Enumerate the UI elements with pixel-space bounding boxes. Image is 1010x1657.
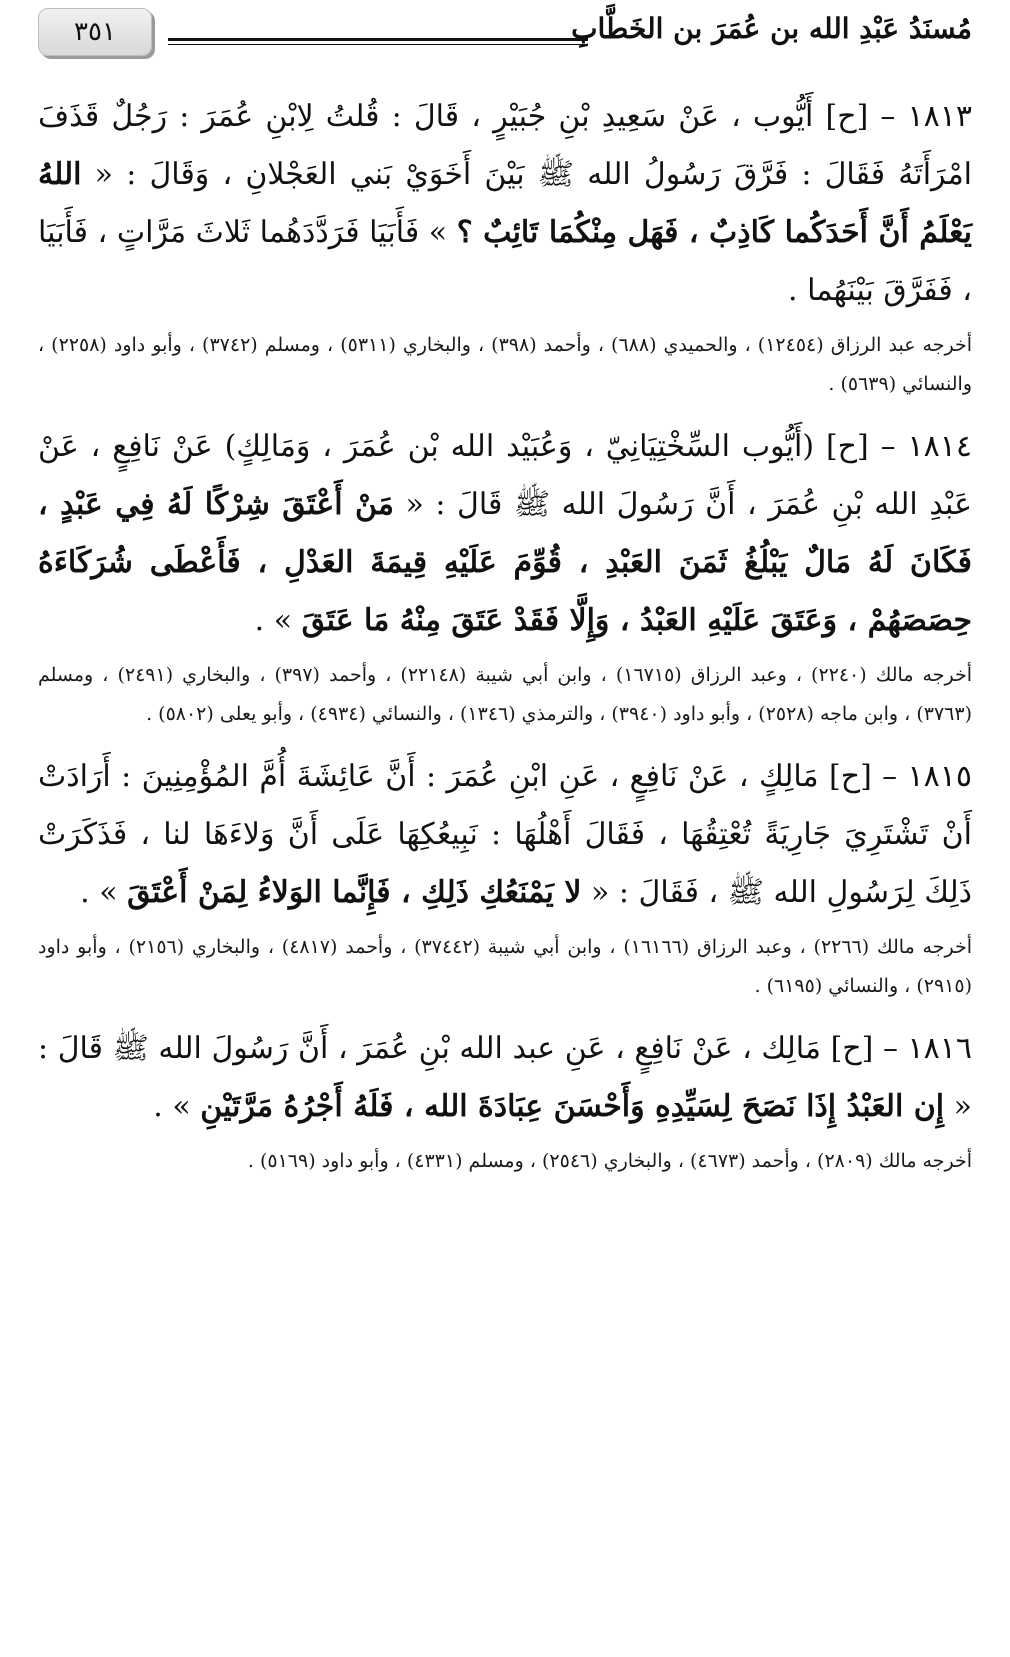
hadith-text: [38, 1020, 972, 1136]
hadith-matn: مَنْ أَعْتَقَ شِرْكًا لَهُ فِي عَبْدٍ ، فَكَانَ لَهُ مَالٌ يَبْلُغُ ثَمَنَ العَبْدِ ، قُوِّمَ عَلَيْهِ قِيمَةَ العَدْلِ ، فَأَعْطَى شُرَكَاءَهُ حِصَصَهُمْ ، وَعَتَقَ عَلَيْهِ العَبْدُ ، وَإِلَّا فَقَدْ عَتَقَ مِنْهُ مَا عَتَقَ: [38, 487, 972, 638]
header-rule-thin: [168, 44, 588, 45]
hadith-tail: » .: [254, 603, 302, 638]
hadith-number: ١٨١٤ – [ح]: [825, 429, 972, 464]
hadith-matn: اللهُ يَعْلَمُ أَنَّ أَحَدَكُما كَاذِبٌ ، فَهَل مِنْكُمَا تَائِبٌ ؟: [38, 157, 973, 250]
hadith-matn: لا يَمْنَعُكِ ذَلِكِ ، فَإِنَّما الوَلاءُ لِمَنْ أَعْتَقَ: [127, 875, 582, 910]
hadith-text: [38, 88, 972, 320]
hadith-isnad: (أَيُّوب السِّخْتِيَانِيّ ، وَعُبَيْد الله بْن عُمَرَ ، وَمَالِكٍ) عَنْ نَافِعٍ ، عَنْ عَبْدِ الله بْنِ عُمَرَ ، أَنَّ رَسُولَ الله ﷺ قَالَ : «: [38, 429, 972, 522]
page-body: [38, 88, 972, 1195]
page-header: [38, 8, 972, 64]
hadith-tail: » فَأَبَيَا فَرَدَّدَهُما ثَلاثَ مَرَّاتٍ ، فَأَبَيَا ، فَفَرَّقَ بَيْنَهُما .: [38, 215, 972, 308]
hadith-entry: [38, 1020, 972, 1181]
header-rule: [168, 38, 588, 41]
hadith-entry: [38, 748, 972, 1006]
page-number: ٣٥١: [38, 8, 152, 56]
hadith-tail: » .: [80, 875, 128, 910]
hadith-entry: [38, 88, 972, 404]
hadith-isnad: أَيُّوب ، عَنْ سَعِيدِ بْنِ جُبَيْرٍ ، قَالَ : قُلتُ لِابْنِ عُمَرَ : رَجُلٌ قَذَفَ امْرَأَتَهُ فَقَالَ : فَرَّقَ رَسُولُ الله ﷺ بَيْنَ أَخَوَيْ بَني العَجْلانِ ، وَقَالَ : «: [38, 99, 972, 192]
hadith-text: [38, 418, 972, 650]
hadith-text: [38, 748, 972, 922]
takhrij-note: أخرجه عبد الرزاق (١٢٤٥٤) ، والحميدي (٦٨٨) ، وأحمد (٣٩٨) ، والبخاري (٥٣١١) ، ومسلم (٣٧٤٢) ، وأبو داود (٢٢٥٨) ، والنسائي (٥٦٣٩) .: [38, 334, 973, 395]
running-title: مُسنَدُ عَبْدِ الله بن عُمَرَ بن الخَطَّابِ: [571, 12, 972, 45]
hadith-number: ١٨١٦ – [ح]: [830, 1031, 972, 1066]
takhrij-note: أخرجه مالك (٢٢٦٦) ، وعبد الرزاق (١٦١٦٦) ، وابن أبي شيبة (٣٧٤٤٢) ، وأحمد (٤٨١٧) ، والبخاري (٢١٥٦) ، وأبو داود (٢٩١٥) ، والنسائي (٦١٩٥) .: [38, 936, 972, 997]
hadith-matn: إِن العَبْدُ إِذَا نَصَحَ لِسَيِّدِهِ وَأَحْسَنَ عِبَادَةَ الله ، فَلَهُ أَجْرُهُ مَرَّتَيْنِ: [200, 1089, 945, 1124]
hadith-entry: [38, 418, 972, 734]
takhrij-note: أخرجه مالك (٢٢٤٠) ، وعبد الرزاق (١٦٧١٥) ، وابن أبي شيبة (٢٢١٤٨) ، وأحمد (٣٩٧) ، والبخاري (٢٤٩١) ، ومسلم (٣٧٦٣) ، وابن ماجه (٢٥٢٨) ، وأبو داود (٣٩٤٠) ، والترمذي (١٣٤٦) ، والنسائي (٤٩٣٤) ، وأبو يعلى (٥٨٠٢) .: [38, 664, 972, 725]
hadith-isnad: مَالِك ، عَنْ نَافِعٍ ، عَنِ عبد الله بْنِ عُمَرَ ، أَنَّ رَسُولَ الله ﷺ قَالَ : «: [38, 1031, 972, 1124]
hadith-isnad: مَالِكٍ ، عَنْ نَافِعٍ ، عَنِ ابْنِ عُمَرَ : أَنَّ عَائِشَةَ أُمَّ المُؤْمِنِينَ : أَرَادَتْ أَنْ تَشْتَرِيَ جَارِيَةً تُعْتِقُهَا ، فَقَالَ أَهْلُهَا : نَبِيعُكِهَا عَلَى أَنَّ وَلاءَهَا لنا ، فَذَكَرَتْ ذَلِكَ لِرَسُولِ الله ﷺ ، فَقَالَ : «: [38, 759, 972, 910]
takhrij-note: أخرجه مالك (٢٨٠٩) ، وأحمد (٤٦٧٣) ، والبخاري (٢٥٤٦) ، ومسلم (٤٣٣١) ، وأبو داود (٥١٦٩) .: [247, 1150, 972, 1172]
hadith-tail: » .: [153, 1089, 201, 1124]
hadith-number: ١٨١٥ – [ح]: [829, 759, 972, 794]
hadith-number: ١٨١٣ – [ح]: [825, 99, 972, 134]
